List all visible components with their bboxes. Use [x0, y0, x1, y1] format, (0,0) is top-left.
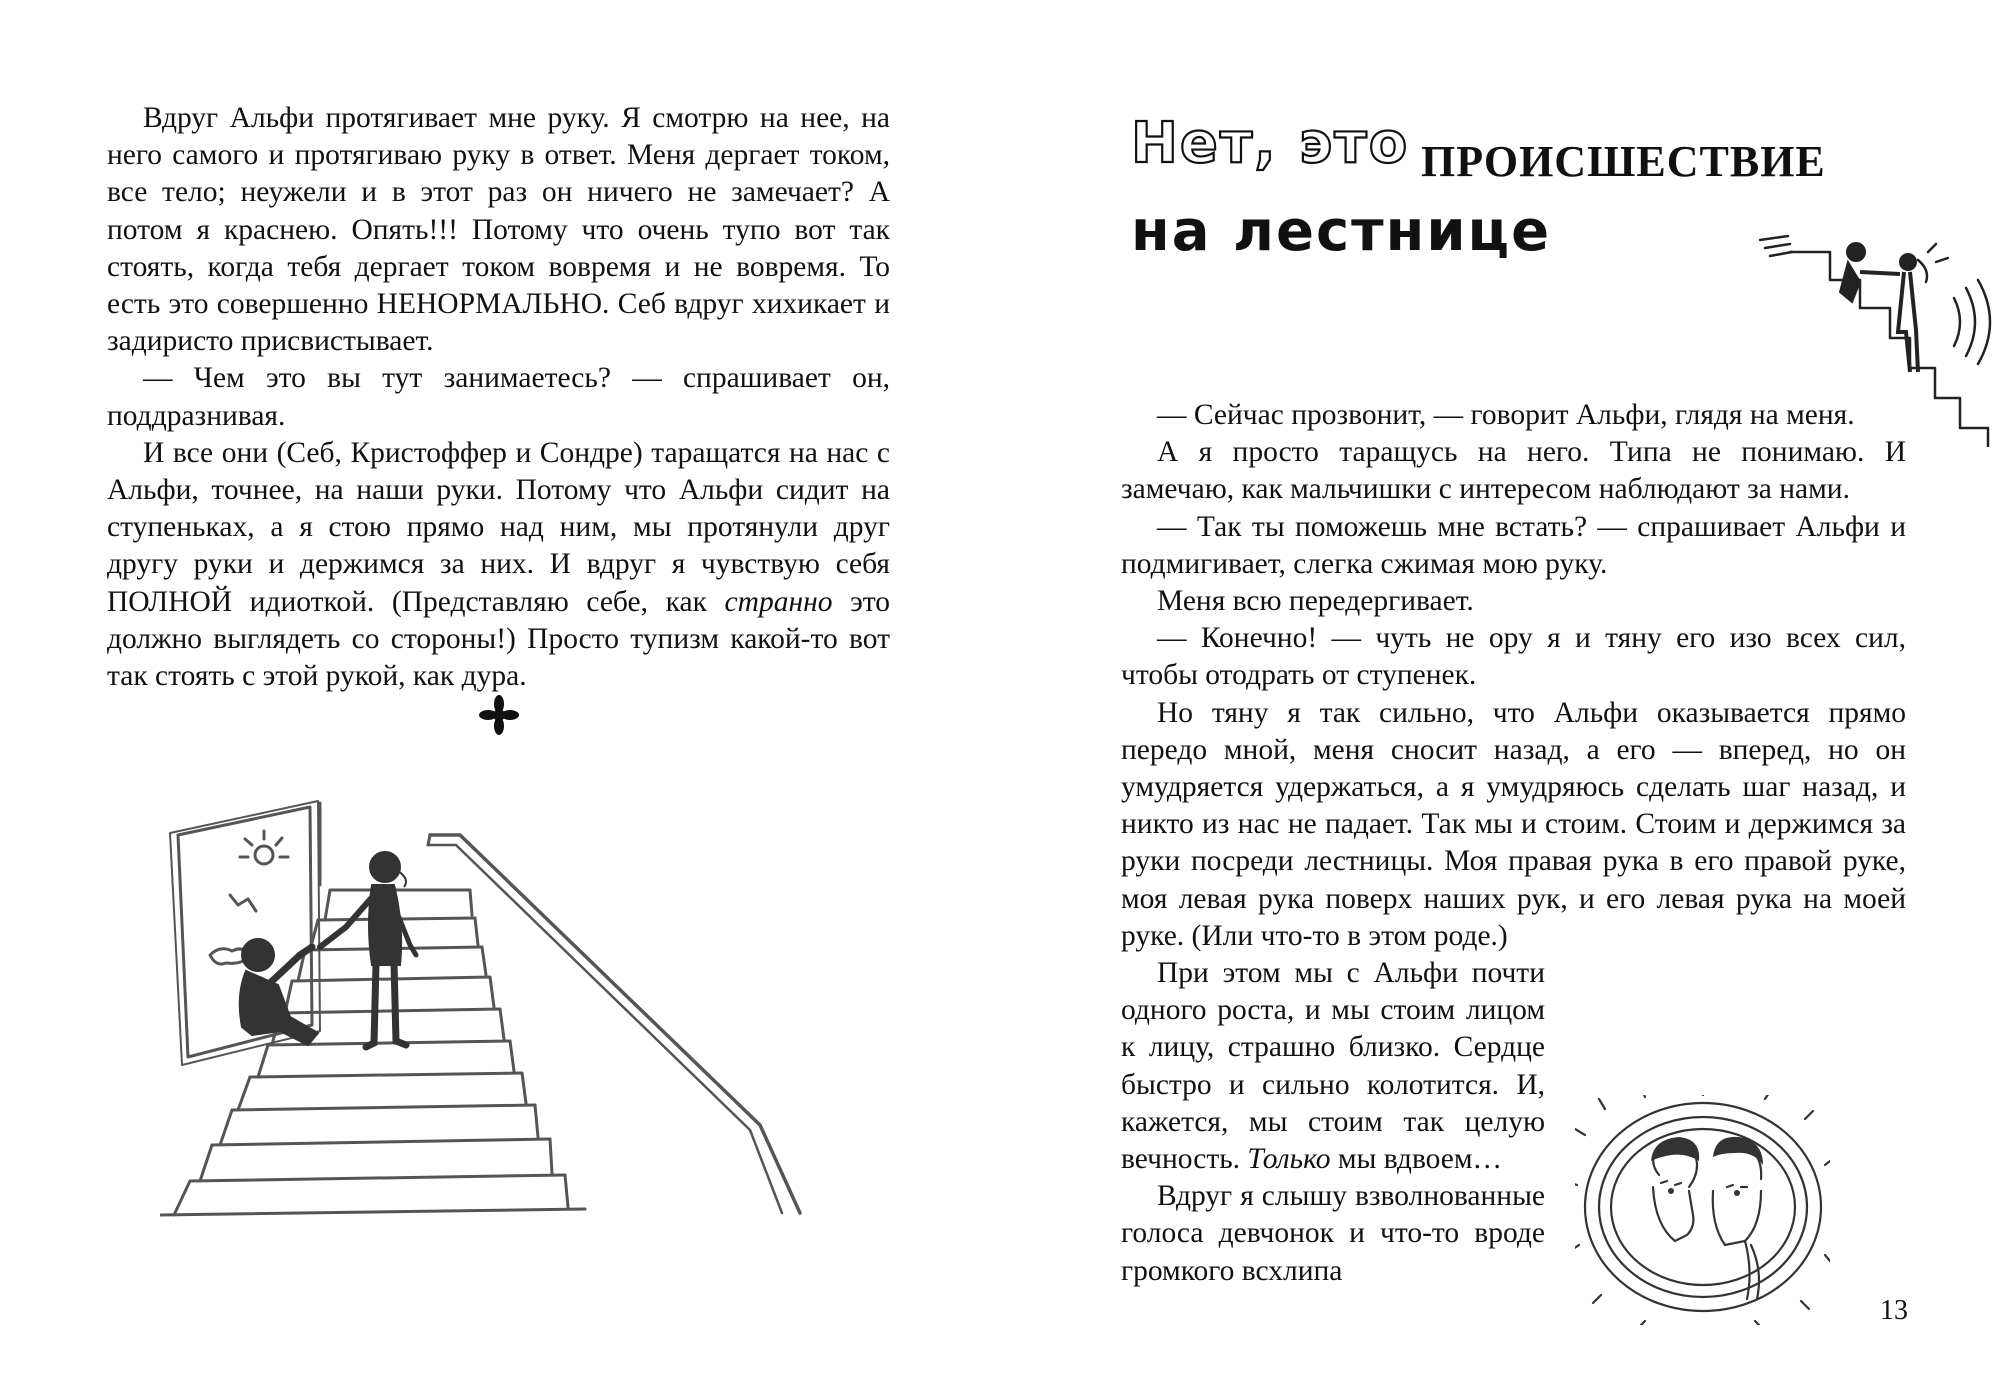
paragraph: — Чем это вы тут занимаетесь? — спрашивает он, поддразнивая.: [107, 362, 890, 432]
paragraph: [1121, 955, 1545, 1178]
paragraph: [107, 435, 890, 695]
paragraph: — Конечно! — чуть не ору я и тяну его изо всех сил, чтобы отодрать от ступенек.: [1121, 622, 1906, 692]
right-page: [1000, 0, 2000, 1379]
paragraph-text: И все они (Себ, Кристоффер и Сондре) таращатся на нас с Альфи, точнее, на наши руки. Потому что Альфи сидит на ступеньках, а я стою прямо над ним, мы протянули друг другу руки и держимся за них. И вдруг я чувствую себя ПОЛНОЙ идиоткой. (Представляю себе, как: [107, 436, 890, 618]
paragraph-text: это должно выглядеть со стороны!) Просто тупизм какой-то вот так стоять с этой рукой, как дура.: [107, 585, 890, 693]
faces-kiss-sketch: [1575, 1095, 1830, 1325]
title-bold-word: ПРОИСШЕСТВИЕ: [1421, 137, 1826, 186]
italic-text: Только: [1247, 1143, 1331, 1176]
paragraph-text: мы вдвоем…: [1337, 1143, 1503, 1176]
staircase-illustration: [160, 795, 920, 1225]
paragraph: Меня всю передергивает.: [1157, 585, 1474, 618]
wrapped-text: [1121, 955, 1545, 1290]
paragraph: Вдруг я слышу взволнованные голоса девчонок и что-то вроде громкого всхлипа: [1121, 1180, 1545, 1287]
paragraph: — Так ты поможешь мне встать? — спрашивает Альфи и подмигивает, слегка сжимая мою руку.: [1121, 510, 1906, 580]
paragraph: Вдруг Альфи протягивает мне руку. Я смотрю на нее, на него самого и протягиваю руку в ответ. Меня дергает током, все тело; неужели и в этот раз он ничего не замечает? А потом я краснею. Опять!!! Потому что очень тупо вот так стоять, когда тебя дергает током вовремя и не вовремя. То есть это совершенно НЕНОРМАЛЬНО. Себ вдруг хихикает и задиристо присвистывает.: [107, 102, 890, 358]
paragraph-text: При этом мы с Альфи почти одного роста, и мы стоим лицом к лицу, страшно близко. Сердце быстро и сильно колотится. И, кажется, мы стоим так целую вечность.: [1121, 957, 1545, 1176]
flower-ornament-icon: [479, 695, 519, 735]
title-handwritten-line-1: Нет, это: [1131, 111, 1410, 176]
paragraph: — Сейчас прозвонит, — говорит Альфи, глядя на меня.: [1157, 399, 1855, 431]
page-number: 13: [1880, 1295, 1908, 1326]
paragraph: Но тяну я так сильно, что Альфи оказывается прямо передо мной, меня сносит назад, а его — вперед, но он умудряется удержаться, а я умудряюсь сделать шаг назад, и никто из нас не падает. Так мы и стоим. Стоим и держимся за руки посреди лестницы. Моя правая рука в его правой руке, моя левая рука поверх наших рук, и его левая рука на моей руке. (Или что-то в этом роде.): [1121, 696, 1906, 952]
title-handwritten-line-2: на лестнице: [1131, 199, 1552, 264]
italic-text: странно: [724, 585, 833, 618]
paragraph: А я просто таращусь на него. Типа не понимаю. И замечаю, как мальчишки с интересом наблюдают за нами.: [1121, 436, 1906, 506]
left-text-block: [107, 100, 890, 695]
